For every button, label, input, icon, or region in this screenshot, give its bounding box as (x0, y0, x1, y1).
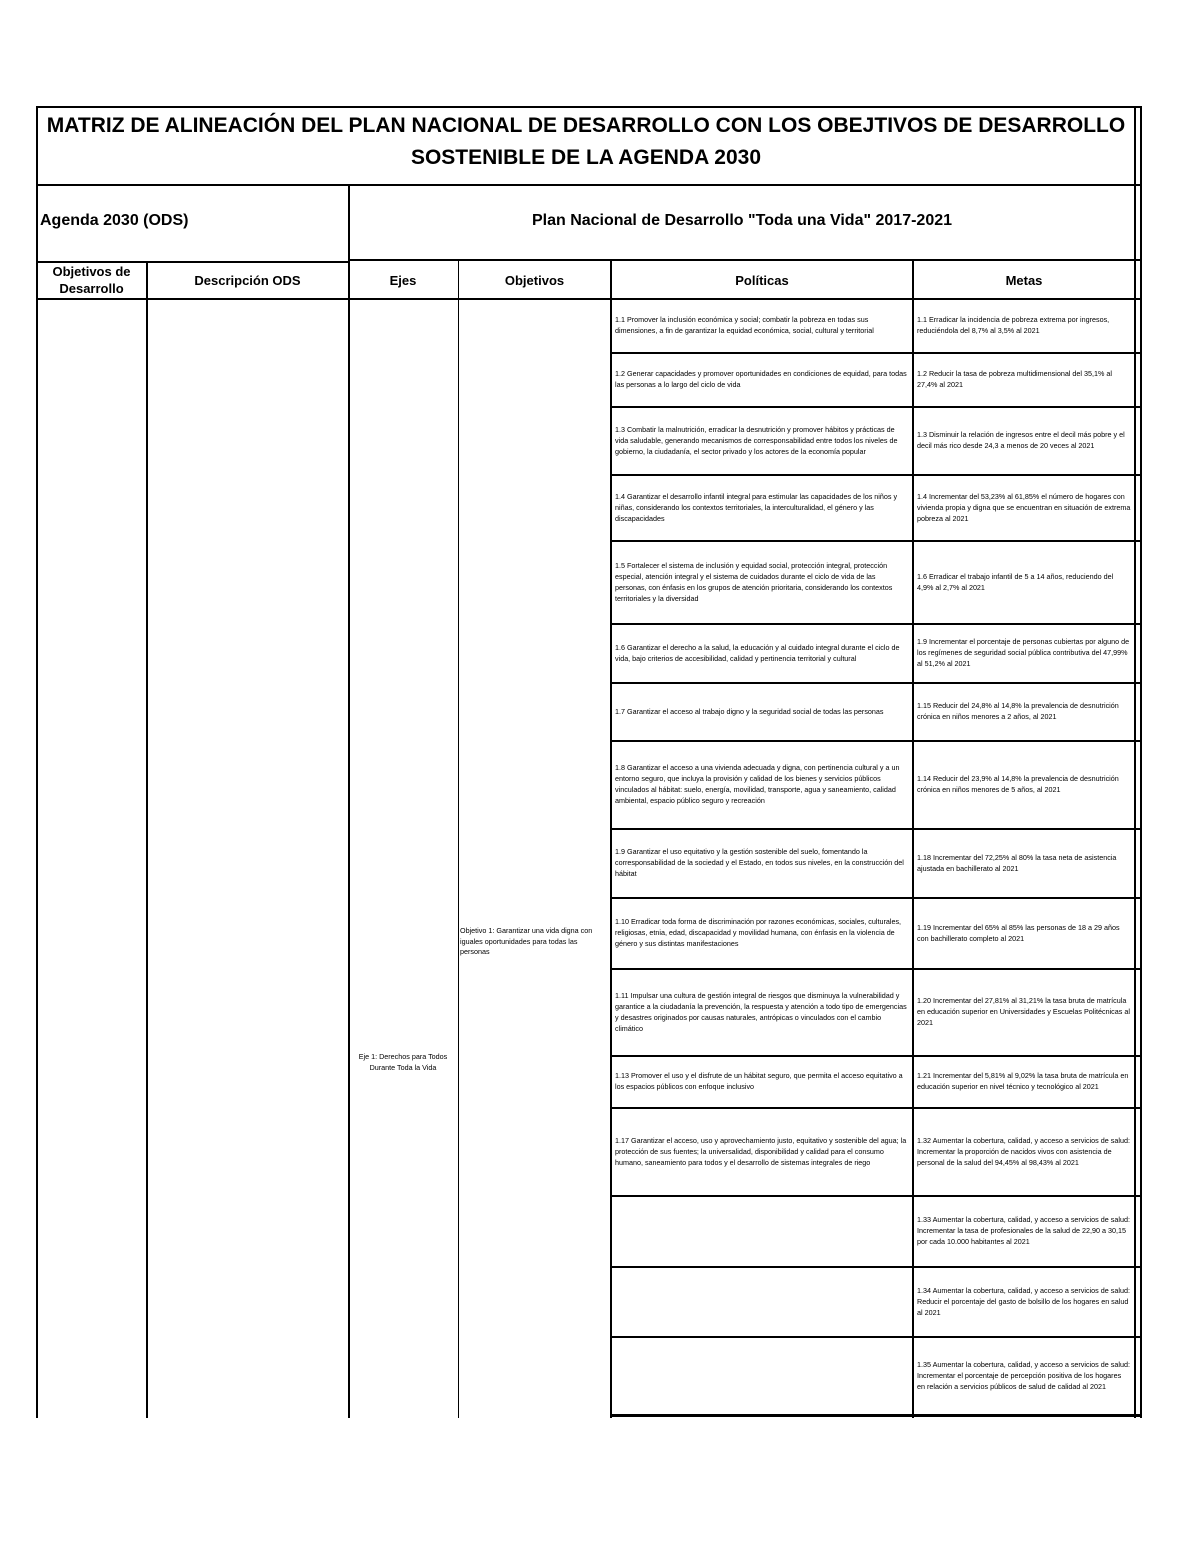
meta-text: 1.34 Aumentar la cobertura, calidad, y acceso a servicios de salud: Reducir el porcentaje del gasto de bolsillo de los hogares en salud al 2021 (917, 1285, 1130, 1317)
politica-text: 1.17 Garantizar el acceso, uso y aprovechamiento justo, equitativo y sostenible del agua; la protección de sus fuentes; la universalidad, disponibilidad y calidad para el consumo humano, saneamiento para todos y el desarrollo de sistemas integrales de riego (615, 1135, 907, 1167)
section-agenda-2030: Agenda 2030 (ODS) (40, 212, 189, 229)
title-line-2: SOSTENIBLE DE LA AGENDA 2030 (410, 146, 762, 169)
meta-cell (914, 740, 1134, 828)
politica-text: 1.7 Garantizar el acceso al trabajo digno y la seguridad social de todas las personas (615, 706, 884, 716)
title-line-1: MATRIZ DE ALINEACIÓN DEL PLAN NACIONAL DE DESARROLLO CON LOS OBEJTIVOS DE DESARROLLO (46, 114, 1126, 137)
section-plan-nacional: Plan Nacional de Desarrollo "Toda una Vida" 2017-2021 (531, 212, 953, 229)
meta-cell (914, 623, 1134, 682)
meta-cell (914, 968, 1134, 1055)
meta-text: 1.18 Incrementar del 72,25% al 80% la tasa neta de asistencia ajustada en bachillerato al 2021 (917, 852, 1117, 873)
politica-text: 1.8 Garantizar el acceso a una vivienda adecuada y digna, con pertinencia cultural y a un entorno seguro, que incluya la provisión y calidad de los bienes y servicios públicos vinculados al hábitat: suelo, energía, movilidad, transporte, agua y saneamiento, calidad ambiental, espacio público seguro y recreación (615, 763, 900, 805)
meta-cell (914, 1195, 1134, 1266)
page-title (36, 110, 1136, 174)
col-politicas: Políticas (735, 272, 789, 288)
politica-cell (612, 1107, 912, 1195)
meta-text: 1.4 Incrementar del 53,23% al 61,85% el número de hogares con vivienda propia y digna que se encuentran en situación de extrema pobreza al 2021 (917, 491, 1131, 523)
politica-cell (612, 682, 912, 740)
meta-cell (914, 298, 1134, 352)
col-objetivos: Objetivos (504, 272, 565, 288)
meta-cell (914, 1266, 1134, 1336)
politica-cell (612, 474, 912, 540)
col-ejes: Ejes (389, 272, 417, 288)
eje-cell: Eje 1: Derechos para Todos Durante Toda la Vida (358, 1052, 448, 1072)
meta-text: 1.33 Aumentar la cobertura, calidad, y acceso a servicios de salud: Incrementar la tasa de profesionales de la salud de 22,90 a 30,15 por cada 10.000 habitantes al 2021 (917, 1215, 1130, 1246)
politica-text: 1.11 Impulsar una cultura de gestión integral de riesgos que disminuya la vulnerabilidad y garantice a la ciudadanía la prevención, la respuesta y atención a todo tipo de emergencias y desastres originados por causas naturales, antrópicas o vinculados con el cambio climático (615, 990, 907, 1033)
meta-text: 1.6 Erradicar el trabajo infantil de 5 a 14 años, reduciendo del 4,9% al 2,7% al 2021 (917, 571, 1114, 592)
meta-cell (914, 682, 1134, 740)
politica-cell (612, 1266, 912, 1336)
meta-text: 1.9 Incrementar el porcentaje de personas cubiertas por alguno de los regímenes de seguridad social pública contributiva del 47,99% al 51,2% al 2021 (917, 637, 1130, 668)
politica-text: 1.6 Garantizar el derecho a la salud, la educación y al cuidado integral durante el ciclo de vida, bajo criterios de accesibilidad, calidad y pertinencia territorial y cultural (615, 642, 900, 663)
politica-text: 1.2 Generar capacidades y promover oportunidades en condiciones de equidad, para todas las personas a lo largo del ciclo de vida (615, 369, 907, 389)
politica-text: 1.5 Fortalecer el sistema de inclusión y equidad social, protección integral, protección especial, atención integral y el sistema de cuidados durante el ciclo de vida de las personas, con énfasis en los grupos de atención prioritaria, considerando los contextos territoriales y la diversidad (615, 560, 893, 603)
politica-cell (612, 298, 912, 352)
politica-cell (612, 1055, 912, 1107)
politica-text: 1.10 Erradicar toda forma de discriminación por razones económicas, sociales, culturales, religiosas, etnia, edad, discapacidad y movilidad humana, con énfasis en la violencia de género y sus distintas manifestaciones (615, 917, 902, 948)
politica-cell (612, 352, 912, 406)
politica-cell (612, 1336, 912, 1414)
politica-text: 1.4 Garantizar el desarrollo infantil integral para estimular las capacidades de los niños y niñas, considerando los contextos territoriales, la interculturalidad, el género y las discapacidades (615, 491, 898, 523)
politica-cell (612, 406, 912, 474)
col-metas: Metas (1005, 272, 1043, 288)
politica-cell (612, 540, 912, 623)
meta-text: 1.19 Incrementar del 65% al 85% las personas de 18 a 29 años con bachillerato completo al 2021 (917, 922, 1120, 943)
politica-cell (612, 1195, 912, 1266)
objetivo-cell: Objetivo 1: Garantizar una vida digna con iguales oportunidades para todas las personas (460, 926, 593, 956)
meta-cell (914, 540, 1134, 623)
politica-cell (612, 623, 912, 682)
meta-text: 1.21 Incrementar del 5,81% al 9,02% la tasa bruta de matrícula en educación superior en nivel técnico y tecnológico al 2021 (917, 1071, 1129, 1091)
meta-text: 1.3 Disminuir la relación de ingresos entre el decil más pobre y el decil más rico desde 24,3 a menos de 20 veces al 2021 (917, 430, 1125, 450)
col-objetivos-desarrollo: Objetivos de Desarrollo (52, 264, 131, 296)
politica-text: 1.3 Combatir la malnutrición, erradicar la desnutrición y promover hábitos y prácticas de vida saludable, generando mecanismos de corresponsabilidad entre todos los niveles de gobierno, la ciudadanía, el sector privado y los actores de la economía popular (615, 424, 898, 456)
meta-text: 1.20 Incrementar del 27,81% al 31,21% la tasa bruta de matrícula en educación superior en Universidades y Escuelas Politécnicas al 2021 (917, 996, 1130, 1027)
meta-cell (914, 1055, 1134, 1107)
meta-text: 1.15 Reducir del 24,8% al 14,8% la prevalencia de desnutrición crónica en niños menores a 2 años, al 2021 (917, 701, 1119, 721)
meta-text: 1.35 Aumentar la cobertura, calidad, y acceso a servicios de salud: Incrementar el porcentaje de percepción positiva de los hogares en relación a servicios públicos de salud de calidad al 2021 (917, 1359, 1130, 1391)
politica-cell (612, 828, 912, 897)
meta-cell (914, 1336, 1134, 1414)
meta-cell (914, 352, 1134, 406)
meta-text: 1.32 Aumentar la cobertura, calidad, y acceso a servicios de salud: Incrementar la proporción de nacidos vivos con asistencia de personal de la salud del 94,45% al 98,43% al 2021 (917, 1135, 1130, 1167)
politica-cell (612, 897, 912, 968)
meta-cell (914, 474, 1134, 540)
politica-text: 1.13 Promover el uso y el disfrute de un hábitat seguro, que permita el acceso equitativo a los espacios públicos con enfoque inclusivo (615, 1071, 903, 1091)
col-descripcion-ods: Descripción ODS (194, 272, 301, 288)
meta-cell (914, 897, 1134, 968)
meta-cell (914, 828, 1134, 897)
meta-text: 1.1 Erradicar la incidencia de pobreza extrema por ingresos, reduciéndola del 8,7% al 3,5% al 2021 (917, 315, 1110, 335)
meta-cell (914, 1107, 1134, 1195)
meta-cell (914, 406, 1134, 474)
politica-text: 1.1 Promover la inclusión económica y social; combatir la pobreza en todas sus dimensiones, a fin de garantizar la equidad económica, social, cultural y territorial (615, 315, 874, 335)
meta-text: 1.14 Reducir del 23,9% al 14,8% la prevalencia de desnutrición crónica en niños menores de 5 años, al 2021 (917, 774, 1119, 794)
politica-text: 1.9 Garantizar el uso equitativo y la gestión sostenible del suelo, fomentando la corresponsabilidad de la sociedad y el Estado, en todos sus niveles, en la construcción del hábitat (615, 847, 904, 878)
politica-cell (612, 740, 912, 828)
politica-cell (612, 968, 912, 1055)
meta-text: 1.2 Reducir la tasa de pobreza multidimensional del 35,1% al 27,4% al 2021 (917, 369, 1112, 389)
